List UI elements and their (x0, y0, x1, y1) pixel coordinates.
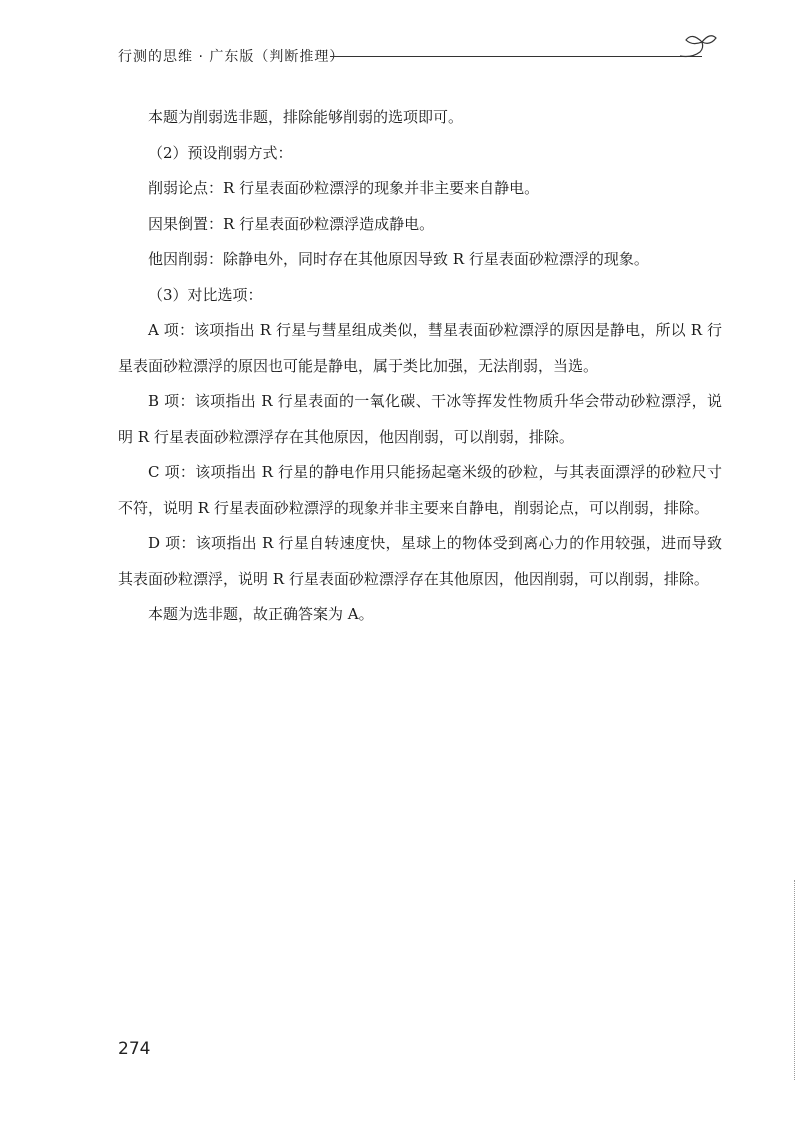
running-header (118, 42, 718, 72)
body-text (118, 100, 722, 633)
paragraph-reverse-causality: 因果倒置：R 行星表面砂粒漂浮造成静电。 (148, 214, 435, 233)
paragraph-intro: 本题为削弱选非题，排除能够削弱的选项即可。 (148, 108, 464, 126)
paragraph-option-b: B 项：该项指出 R 行星表面的一氧化碳、干冰等挥发性物质升华会带动砂粒漂浮，说明 R 行星表面砂粒漂浮存在其他原因，他因削弱，可以削弱，排除。 (118, 392, 722, 446)
paragraph-step2-heading: （2）预设削弱方式： (148, 143, 293, 162)
scan-edge-marks (794, 880, 798, 1080)
page-number: 274 (118, 1039, 151, 1059)
paragraph-conclusion: 本题为选非题，故正确答案为 A。 (148, 605, 374, 623)
paragraph-step3-heading: （3）对比选项： (148, 285, 263, 304)
header-rule (330, 56, 702, 57)
sprout-icon (678, 28, 718, 64)
paragraph-other-cause: 他因削弱：除静电外，同时存在其他原因导致 R 行星表面砂粒漂浮的现象。 (148, 250, 649, 268)
running-header-title: 行测的思维 · 广东版（判断推理） (118, 49, 345, 65)
paragraph-option-a: A 项：该项指出 R 行星与彗星组成类似，彗星表面砂粒漂浮的原因是静电，所以 R 行星表面砂粒漂浮的原因也可能是静电，属于类比加强，无法削弱，当选。 (118, 321, 722, 375)
paragraph-option-c: C 项：该项指出 R 行星的静电作用只能扬起毫米级的砂粒，与其表面漂浮的砂粒尺寸不符，说明 R 行星表面砂粒漂浮的现象并非主要来自静电，削弱论点，可以削弱，排除。 (118, 463, 722, 517)
paragraph-weaken-argument: 削弱论点：R 行星表面砂粒漂浮的现象并非主要来自静电。 (148, 179, 540, 197)
paragraph-option-d: D 项：该项指出 R 行星自转速度快，星球上的物体受到离心力的作用较强，进而导致其表面砂粒漂浮，说明 R 行星表面砂粒漂浮存在其他原因，他因削弱，可以削弱，排除。 (118, 534, 722, 588)
